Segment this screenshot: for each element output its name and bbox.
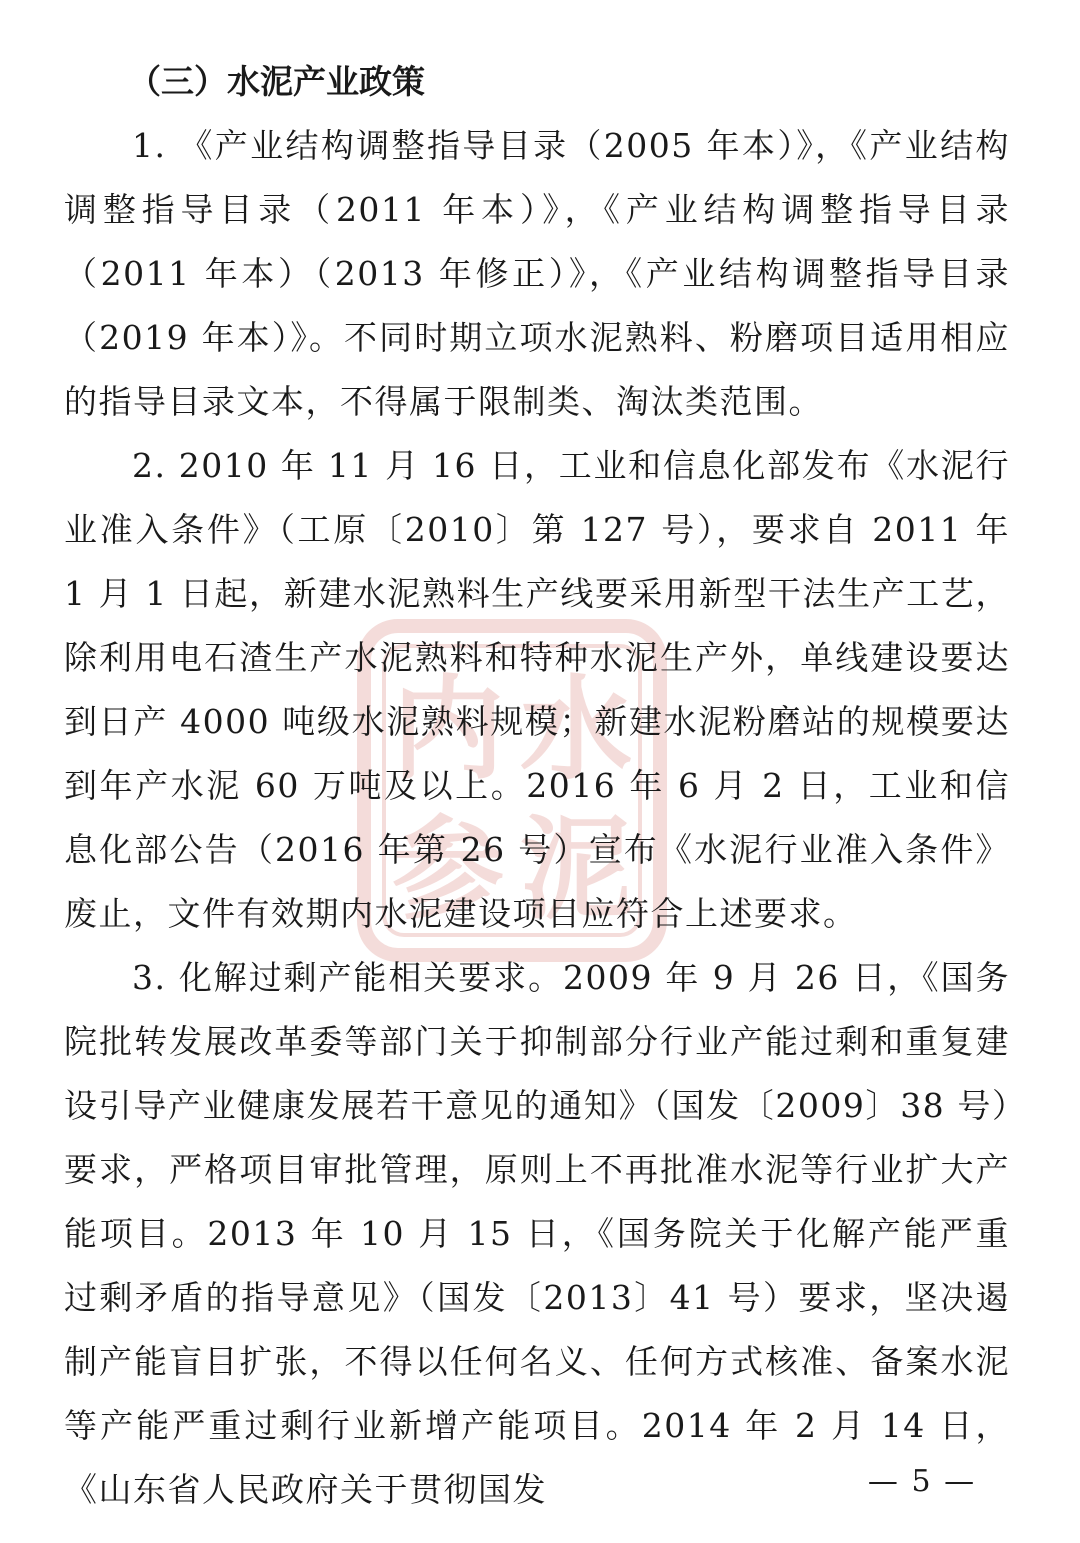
svg-text:水: 水 (520, 664, 632, 795)
svg-text:内: 内 (392, 664, 504, 795)
document-body (64, 50, 1010, 1522)
section-heading: （三）水泥产业政策 (128, 62, 425, 101)
paragraph-1: 1. 《产业结构调整指导目录（2005 年本）》，《产业结构调整指导目录（2011 年本）》，《产业结构调整指导目录（2011 年本）（2013 年修正）》，《产业结构调整指导目录（2019 年本）》。不同时期立项水泥熟料、粉磨项目适用相应的指导目录文本，不得属于限制类、淘汰类范围。 (64, 126, 1010, 421)
svg-text:泥: 泥 (520, 804, 632, 935)
paragraph-3: 3. 化解过剩产能相关要求。2009 年 9 月 26 日，《国务院批转发展改革委等部门关于抑制部分行业产能过剩和重复建设引导产业健康发展若干意见的通知》（国发〔2009〕38 号）要求，严格项目审批管理，原则上不再批准水泥等行业扩大产能项目。2013 年 10 月 15 日，《国务院关于化解产能严重过剩矛盾的指导意见》（国发〔2013〕41 号）要求，坚决遏制产能盲目扩张，不得以任何名义、任何方式核准、备案水泥等产能严重过剩行业新增产能项目。2014 年 2 月 14 日，《山东省人民政府关于贯彻国发 (64, 958, 1010, 1509)
svg-text:参: 参 (392, 804, 504, 935)
paragraph-2: 2. 2010 年 11 月 16 日，工业和信息化部发布《水泥行业准入条件》（工原〔2010〕第 127 号），要求自 2011 年 1 月 1 日起，新建水泥熟料生产线要采用新型干法生产工艺，除利用电石渣生产水泥熟料和特种水泥生产外，单线建设要达到日产 4000 吨级水泥熟料规模；新建水泥粉磨站的规模要达到年产水泥 60 万吨及以上。2016 年 6 月 2 日，工业和信息化部公告（2016 年第 26 号）宣布《水泥行业准入条件》废止，文件有效期内水泥建设项目应符合上述要求。 (64, 446, 1010, 933)
page-number: — 5 — (867, 1464, 977, 1499)
